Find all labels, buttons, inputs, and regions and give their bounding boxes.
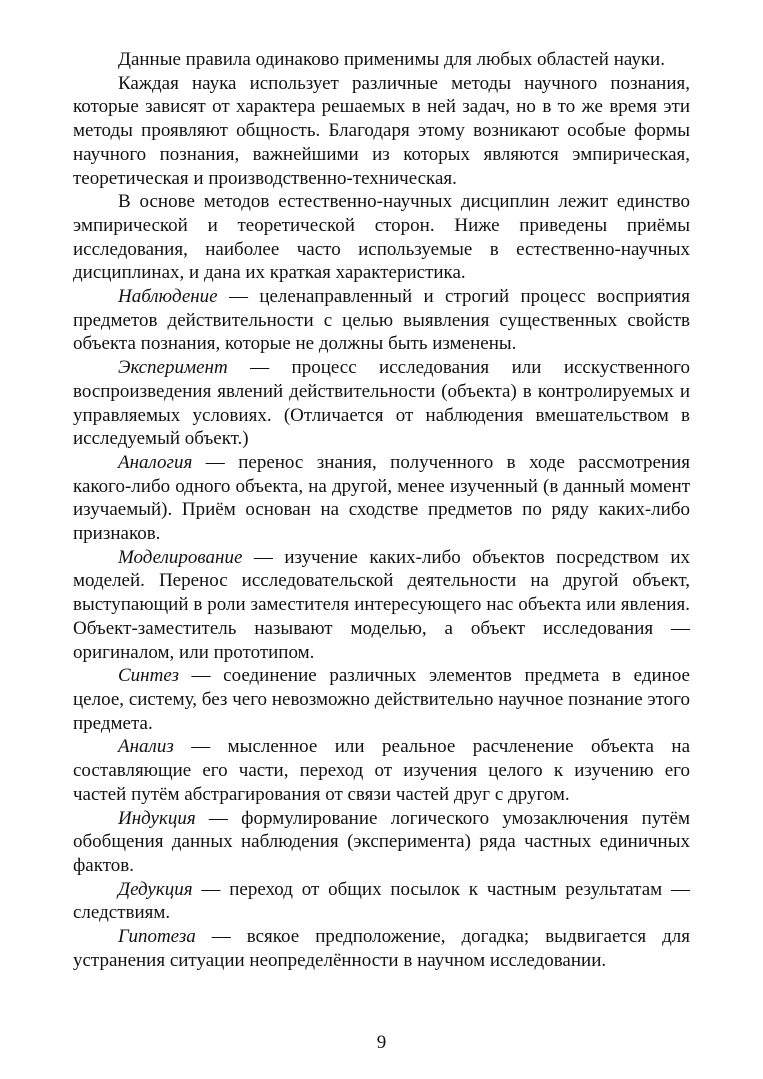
definition-text: — всякое предположение, догадка; выдвигается для устранения ситуации неопределённости в научном исследовании. — [73, 926, 690, 971]
definition-analogy — [73, 451, 690, 546]
paragraph-intro-2 — [73, 72, 690, 191]
definition-text: — формулирование логического умозаключения путём обобщения данных наблюдения (эксперимента) ряда частных единичных фактов. — [73, 807, 690, 876]
paragraph-intro-3 — [73, 190, 690, 285]
definition-text: — процесс исследования или исскуственного воспроизведения явлений действительности (объекта) в контролируемых и управляемых условиях. (Отличается от наблюдения вмешательством в исследуемый объект.) — [73, 357, 690, 450]
page-number: 9 — [376, 1032, 387, 1053]
definition-term: Аналогия — [118, 451, 193, 473]
definition-text: — целенаправленный и строгий процесс восприятия предметов действительности с целью выявления существенных свойств объекта познания, которые не должны быть изменены. — [73, 286, 690, 355]
paragraph-intro-1 — [73, 48, 690, 72]
definition-term: Синтез — [118, 665, 179, 687]
definition-term: Моделирование — [118, 546, 243, 568]
page-body — [73, 48, 690, 972]
definition-text: — переход от общих посылок к частным результатам — следствиям. — [73, 878, 690, 924]
definition-term: Дедукция — [118, 878, 193, 900]
definition-term: Эксперимент — [118, 357, 228, 379]
definition-induction — [73, 807, 690, 878]
definition-text: — перенос знания, полученного в ходе рассмотрения какого-либо одного объекта, на другой, менее изученный (в данный момент изучаемый). Приём основан на сходстве предметов по ряду каких-либо признаков. — [73, 451, 690, 545]
definition-synthesis — [73, 664, 690, 735]
paragraph-text: В основе методов естественно-научных дисциплин лежит единство эмпирической и теоретической сторон. Ниже приведены приёмы исследования, наиболее часто используемые в естественно-научных дисциплинах, и дана их краткая характеристика. — [73, 191, 690, 284]
paragraph-text: Каждая наука использует различные методы научного познания, которые зависят от характера решаемых в ней задач, но в то же время эти методы проявляют общность. Благодаря этому возникают особые формы научного познания, важнейшими из которых являются эмпирическая, теоретическая и производственно-техническая. — [73, 72, 690, 189]
definition-deduction — [73, 878, 690, 925]
definition-text: — мысленное или реальное расчленение объекта на составляющие его части, переход от изучения целого к изучению его частей путём абстрагирования от связи частей друг с другом. — [73, 736, 690, 805]
definition-hypothesis — [73, 925, 690, 972]
definition-text: — соединение различных элементов предмета в единое целое, систему, без чего невозможно действительно научное познание этого предмета. — [73, 665, 690, 734]
definition-analysis — [73, 735, 690, 806]
definition-term: Наблюдение — [118, 286, 218, 308]
definition-observation — [73, 285, 690, 356]
definition-term: Гипотеза — [118, 926, 196, 948]
definition-term: Индукция — [118, 807, 196, 829]
paragraph-text: Данные правила одинаково применимы для любых областей науки. — [118, 49, 665, 70]
definition-term: Анализ — [118, 736, 174, 758]
definition-experiment — [73, 356, 690, 451]
definition-text: — изучение каких-либо объектов посредством их моделей. Перенос исследовательской деятельности на другой объект, выступающий в роли заместителя интересующего нас объекта или явления. Объект-заместитель называют моделью, а объект исследования — оригиналом, или прототипом. — [73, 546, 690, 663]
definition-modeling — [73, 546, 690, 665]
